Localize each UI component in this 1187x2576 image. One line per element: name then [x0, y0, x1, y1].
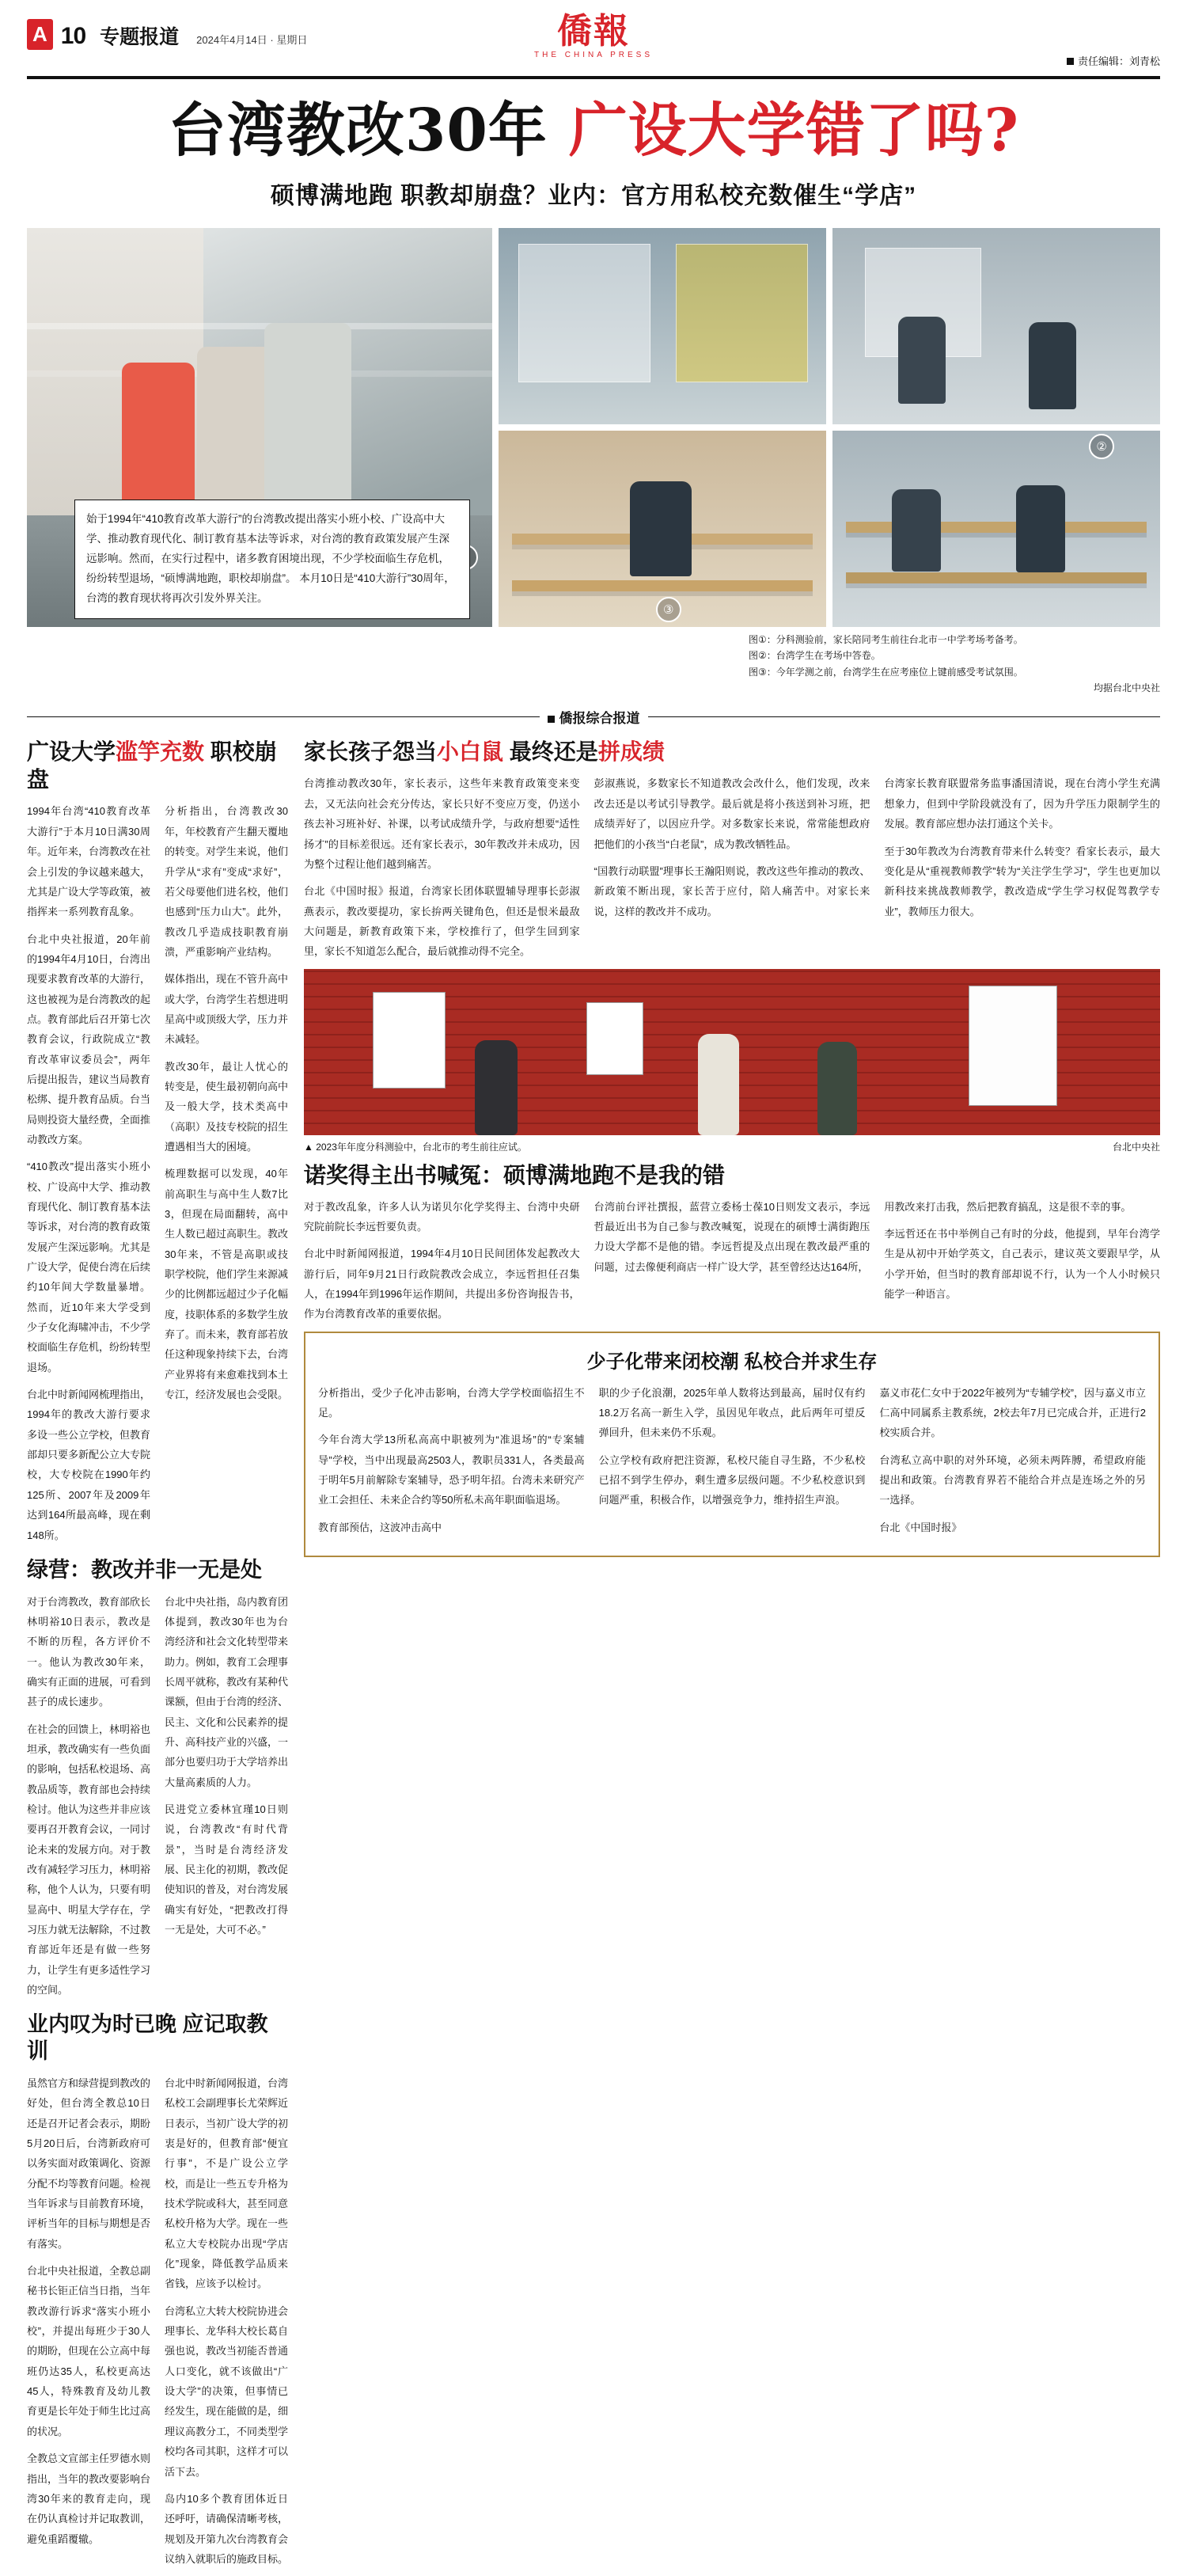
newspaper-page — [0, 11, 1187, 2565]
story-2-p3: 台北中央社指，岛内教育团体提到，教改30年也为台湾经济和社会文化转型带来助力。例如，教育工会理事长周平就称，教改有某种代课额，但由于台湾的经济、民主、文化和公民素养的提升、高科技产业的兴盛，一部分也要归功于大学培养出大量高素质的人力。 — [165, 1595, 289, 1788]
story-4-title-a: 家长孩子怨当 — [304, 739, 438, 765]
caption-1: 图①：分科测验前，家长陪同考生前往台北市一中学考场考备考。 — [749, 633, 1023, 645]
caption-3: 图③：今年学测之前，台湾学生在应考座位上键前感受考试氛围。 — [749, 666, 1023, 678]
photo-badge-3: ③ — [656, 597, 681, 622]
story-2-p1: 对于台湾教改，教育部欣长林明裕10日表示，教改是不断的历程，各方评价不一。他认为教改30年来，确实有正面的进展，可看到甚子的成长速步。 — [27, 1595, 151, 1708]
story-6-box — [304, 1332, 1160, 1557]
story-5 — [304, 1161, 1160, 1332]
photo-campus-corridor — [27, 228, 492, 627]
story-6-p5: 公立学校有政府把注资源，私校尺能自寻生路，不少私校已招不到学生停办，剩生遭多层级问题。不少私校意识到问题严重，积极合作，以增强竞争力，维持招生声浪。 — [598, 1453, 866, 1506]
photo-badge-2: ② — [1089, 434, 1114, 459]
story-1-p5: 分析指出，台湾教改30年，年校教育产生翻天覆地的转变。对学生来说，他们升学从“求有”变成“求好”，若父母要他们进名校，他们也感到“压力山大”。此外，教改几乎造成技职教育崩溃，严重影响产业结构。 — [165, 805, 289, 958]
photo-hall-line — [27, 323, 492, 329]
story-4-title-c: 最终还是 — [503, 739, 598, 765]
story-2-p2: 在社会的回馈上，林明裕也坦承，教改确实有一些负面的影响，包括私校退场、高教品质等，教育部也会持续检讨。他认为这些并非应该要再召开教育会议，一同讨论未来的发展方向。对于教改有减轻学习压力，林明裕称，他个人认为，只要有明显高中、明星大学存在，学习压力就无法解除，不过教育部近年还是有做一些努力，让学生有更多适性学习的空间。 — [27, 1723, 151, 1997]
masthead — [27, 11, 1160, 79]
page-number: 10 — [60, 23, 86, 49]
story-4-p4: “国教行动联盟”理事长王瀚阳则说，教改这些年推动的教改、新政策不断出现，家长苦于应付，陪人痛苦中。对家长来说，这样的教改并不成功。 — [594, 864, 870, 918]
photo-notice-sign-3 — [969, 986, 1057, 1106]
story-1 — [27, 738, 288, 1552]
story-1-p1: 1994年台湾“410教育改革大游行”于本月10日满30周年。近年来，台湾教改在社会上引发的争议越来越大，尤其是广设大学等政策，被指挥来一系列教育乱象。 — [27, 805, 151, 918]
story-1-title-a: 广设大学 — [27, 739, 116, 765]
photo-1-container — [27, 228, 492, 627]
photo-exam-room — [832, 228, 1160, 424]
section-divider-label: 僑报综合报道 — [559, 711, 640, 727]
bullet-square-icon — [1067, 58, 1074, 65]
photo-person-b — [698, 1034, 739, 1135]
story-6-title: 少子化带来闭校潮 私校合并求生存 — [586, 1351, 878, 1373]
lead-paragraph-box — [74, 500, 470, 619]
story-6-p1: 分析指出，受少子化冲击影响，台湾大学学校面临招生不足。 — [318, 1386, 585, 1419]
story-1-title-c: 职校崩盘 — [27, 739, 277, 792]
story-4-title — [304, 738, 1160, 766]
story-4-title-d: 拼成绩 — [597, 739, 665, 765]
story-6-credit: 台北《中国时报》 — [879, 1521, 962, 1533]
story-1-p4: 台北中时新闻网梳理指出，1994年的教改大游行要求多设一些公立学校，但教育部却只要多新配公立大专院校，大专校院在1990年约125所、2007年及2009年达到164所最高峰，现在剩148所。 — [27, 1389, 151, 1541]
story-4-p3: 彭淑燕说，多数家长不知道教改会改什么，他们发现，改来改去还是以考试引导教学。最后就是将小孩送到补习班，把成绩弄好了，以因应升学。对多数家长来说，常常能想政府把他们的小孩当“白老鼠”，成为教改牺牲品。 — [594, 777, 870, 850]
headline-block — [27, 97, 1160, 211]
story-5-title-a: 诺奖得主出书喊冤： — [304, 1162, 504, 1187]
story-5-p2: 台北中时新闻网报道，1994年4月10日民间团体发起教改大游行后，同年9月21日行政院教改会成立，李远哲担任召集人，在1994年到1996年运作期间，共提出多份咨询报告书，作为台湾教育改革的重要依据。 — [304, 1248, 580, 1320]
wide-photo-credit: 台北中央社 — [1112, 1141, 1160, 1153]
logo-chinese: 僑報 — [557, 11, 630, 51]
story-3-p6: 岛内10多个教育团体近日还呼吁，请确保清晰考核，规划及开第九次台湾教育会议纳入就职后的施政目标。 — [165, 2492, 289, 2565]
story-3-title: 业内叹为时已晚 应记取教训 — [27, 2012, 268, 2064]
story-2-p4: 民进党立委林宜瑾10日则说，台湾教改“有时代背景”，当时是台湾经济发展、民主化的初期，教改促使知识的普及，对台湾发展确实有好处，“把教改打得一无是处，大可不必。” — [165, 1803, 289, 1936]
section-title: 专题报道 — [100, 26, 180, 48]
story-4-p6: 至于30年教改为台湾教育带来什么转变？看家长表示，最大变化是从“重视教师教学”转为“关注学生学习”，学生也更加以新科技来挑战教师教学，教改造成“学生学习权促驾教学专业”，教师压力很大。 — [884, 845, 1161, 918]
photo-notice-sign-2 — [586, 1002, 643, 1075]
story-1-p8: 梳理数据可以发现，40年前高职生与高中生人数7比3，但现在局面翻转，高中生人数已超过高职生。教改30年来，不管是高职或技职学校院，他们学生来源减少的比例都远超过少子化幅度，技职体系的多数学生放弃了。而未来，教育部若放任这种现象持续下去，台湾产业界将有来愈难找到本土专江，经济发展也会受限。 — [165, 1168, 289, 1401]
headline-part-red: 广设大学错了吗? — [568, 97, 1020, 165]
main-headline — [27, 97, 1160, 165]
issue-date: 2024年4月14日 · 星期日 — [196, 34, 308, 46]
column-left — [27, 735, 288, 2576]
story-3 — [27, 2012, 288, 2576]
story-6-p6: 嘉义市花仁女中于2022年被列为“专辅学校”，因与嘉义市立仁高中同属系主教系统，2校去年7月已完成合并，正进行2校实质合并。 — [879, 1386, 1147, 1439]
story-5-title-b: 硕博满地跑不是我的错 — [503, 1162, 726, 1187]
photo-captions — [749, 632, 1160, 697]
story-1-p3: “410教改”提出落实小班小校、广设高中大学、推动教育现代化、制订教育基本法等诉求，对台湾的教育政策发展产生深远影响。尤其是广设大学，促使台湾在后续约10年间大学数量暴增。然而，近10年来大学受到少子女化海啸冲击，不少学校面临生存危机，纷纷转型退场。 — [27, 1161, 151, 1373]
story-4-title-b: 小白鼠 — [437, 739, 504, 765]
divider-square-icon — [548, 716, 555, 723]
story-3-p3: 全教总文宣部主任罗德水则指出，当年的教改要影响台湾30年来的教育走向，现在仍认真检讨并记取教训，避免重蹈覆辙。 — [27, 2453, 151, 2545]
lead-text: 始于1994年“410教育改革大游行”的台湾教改提出落实小班小校、广设高中大学、推动教育现代化、制订教育基本法等诉求，对台湾的教育政策发展产生深远影响。然而，在实行过程中，诸多教育困境出现，不少学校面临生存危机，纷纷转型退场，“硕博满地跑，职校却崩盘”。 本月10日是“410大游行”30周年，台湾的教育现状将再次引发外界关注。 — [86, 513, 455, 604]
story-3-p4: 台北中时新闻网报道，台湾私校工会副理事长尤荣辉近日表示，当初广设大学的初衷是好的，但教育部“便宜行事”，不是广设公立学校，而是让一些五专升格为技术学院或科大，甚至同意私校升格为大学。现在一些私立大专校院办出现“学店化”现象，降低教学品质来省钱，应该予以检讨。 — [165, 2076, 289, 2290]
story-5-p5: 李远哲还在书中举例自己有时的分歧，他提到，早年台湾学生是从初中开始学英文，自己表示，建议英文要跟早学，从小学开始，但当时的教育部却说不行，认为一个人小时候只能学一种语言。 — [884, 1227, 1161, 1300]
story-4-p2: 台北《中国时报》报道，台湾家长团体联盟辅导理事长彭淑燕表示，教改要提功，家长拚两关键角色，但还是恨米最敌大问题是，新教育政策下来，学校推行了，但学生回到家里，家长不知道怎么配合，最后就推动得不完全。 — [304, 885, 580, 958]
story-1-p6: 媒体指出，现在不管升高中或大学，台湾学生若想进明星高中或顶级大学，压力并未减轻。 — [165, 973, 289, 1046]
story-1-title — [27, 738, 288, 793]
story-5-p1: 对于教改乱象，许多人认为诺贝尔化学奖得主、台湾中央研究院前院长李远哲要负责。 — [304, 1200, 580, 1233]
wide-photo-caption: ▲ 2023年年度分科测验中，台北市的考生前往应试。 — [304, 1141, 527, 1153]
story-5-p4: 用教改来打击我，然后把教育搞乱，这是很不幸的事。 — [884, 1200, 1132, 1213]
story-1-p2: 台北中央社报道，20年前的1994年4月10日，台湾出现要求教育改革的大游行，这也被视为是台湾教改的起点。教育部此后召开第七次教育会议，行政院成立“教育改革审议委员会”，两年后提出报告，建议当局教育松绑、提升教育品质。台当局则投资大量经费，全面推动教改方案。 — [27, 933, 151, 1146]
photo-person-a — [475, 1040, 518, 1135]
headline-part-black: 台湾教改30年 — [167, 97, 548, 165]
photo-right-column — [499, 228, 1160, 627]
photo-block — [27, 228, 1160, 627]
editor-label: 责任编辑：刘青松 — [1077, 55, 1160, 67]
article-body — [27, 735, 1160, 2576]
sub-headline: 硕博满地跑 职教却崩盘？业内：官方用私校充数催生“学店” — [270, 182, 917, 209]
logo-english: THE CHINA PRESS — [533, 51, 654, 59]
story-5-p3: 台湾前台评社撰报，蓝营立委杨士葆10日则发文表示，李远哲最近出书为自己参与教改喊冤，说现在的硕博士满街跑压力设大学都不是他的错。李远哲提及点出现在教改最严重的问题，过去像便利商店一样广设大学，甚至曾经达达164所， — [594, 1200, 870, 1273]
story-2-title: 绿营：教改并非一无是处 — [27, 1557, 262, 1582]
column-right — [304, 735, 1160, 2576]
editor-credit — [1067, 53, 1160, 68]
section-divider — [27, 707, 1160, 727]
story-4-p5: 台湾家长教育联盟常务监事潘国清说，现在台湾小学生充满想象力，但到中学阶段就没有了，因为升学压力限制学生的发展。教育部应想办法打通这个关卡。 — [884, 777, 1161, 830]
story-6-p2: 今年台湾大学13所私高高中职被列为“准退场”的“专案辅导”学校，当中出现最高2503人，教职员331人，各类最高于明年5月前解除专案辅导，恐予明年招。台湾未来研究产业工会担任、未来企合约等50所私未高年职面临退场。 — [318, 1434, 585, 1506]
caption-credit: 均据台北中央社 — [1093, 682, 1160, 694]
story-1-title-b: 滥竽充数 — [116, 739, 205, 765]
story-6-p7: 台湾私立高中职的对外环境，必须未两阵膊，希望政府能提出和政策。台湾教育界若不能给合并点是连场之外的另一选择。 — [879, 1453, 1147, 1506]
story-4-p1: 台湾推动教改30年，家长表示，这些年来教育政策变来变去，又无法向社会充分传达，家长只好不变应万变，仍送小孩去补习班补好、补课，以考试成绩升学，与政府想要“适性扬才”的目标差很远。还有家长表示，30年教改并未成功，因为整个过程让他们越到痛苦。 — [304, 777, 580, 870]
masthead-left — [27, 19, 307, 50]
photo-exam-entrance — [304, 969, 1160, 1135]
story-3-p2: 台北中央社报道，全教总副秘书长钜正信当日指，当年教改游行诉求“落实小班小校”，并提出每班少于30人的期盼，但现在公立高中每班仍达35人，私校更高达45人，特殊教育及幼儿教育更是长年处于师生比过高的状况。 — [27, 2265, 151, 2437]
newspaper-logo — [533, 11, 654, 59]
story-1-p7: 教改30年，最让人忧心的转变是，使生最初朝向高中及一般大学，技术类高中（高职）及技专校院的招生遭遇相当大的困境。 — [165, 1060, 289, 1153]
photo-exam-seats — [832, 431, 1160, 627]
page-badge: A — [27, 19, 53, 50]
story-2 — [27, 1557, 288, 2008]
photo-notice-sign-1 — [373, 992, 446, 1089]
story-5-title — [304, 1161, 1160, 1189]
photo-student-desk — [499, 431, 826, 627]
caption-2: 图②：台湾学生在考场中答卷。 — [749, 650, 881, 662]
photo-person-c — [817, 1042, 857, 1135]
story-4 — [304, 738, 1160, 1153]
story-6-p3: 教育部预估，这波冲击高中 — [318, 1521, 442, 1533]
photo-exam-hall-window — [499, 228, 826, 424]
story-3-p5: 台湾私立大转大校院协进会理事长、龙华科大校长葛自强也说，教改当初能否普通人口变化，就不该做出“广设大学”的决策，但事情已经发生，现在能做的是，细理议高教分工，不同类型学校均各司其职，这样才可以活下去。 — [165, 2304, 289, 2478]
story-6-p4: 职的少子化浪潮，2025年单人数将达到最高，届时仅有约18.2万名高一新生入学，虽因见年收点，此后两年可望反弹回升，但未来仍不乐观。 — [598, 1386, 866, 1439]
story-3-p1: 虽然官方和绿营提到教改的好处，但台湾全教总10日还是召开记者会表示，期盼5月20日后，台湾新政府可以务实面对政策调化、资源分配不均等教育问题。检视当年诉求与目前教育环境，评析当年的目标与期想是否有落实。 — [27, 2076, 151, 2250]
